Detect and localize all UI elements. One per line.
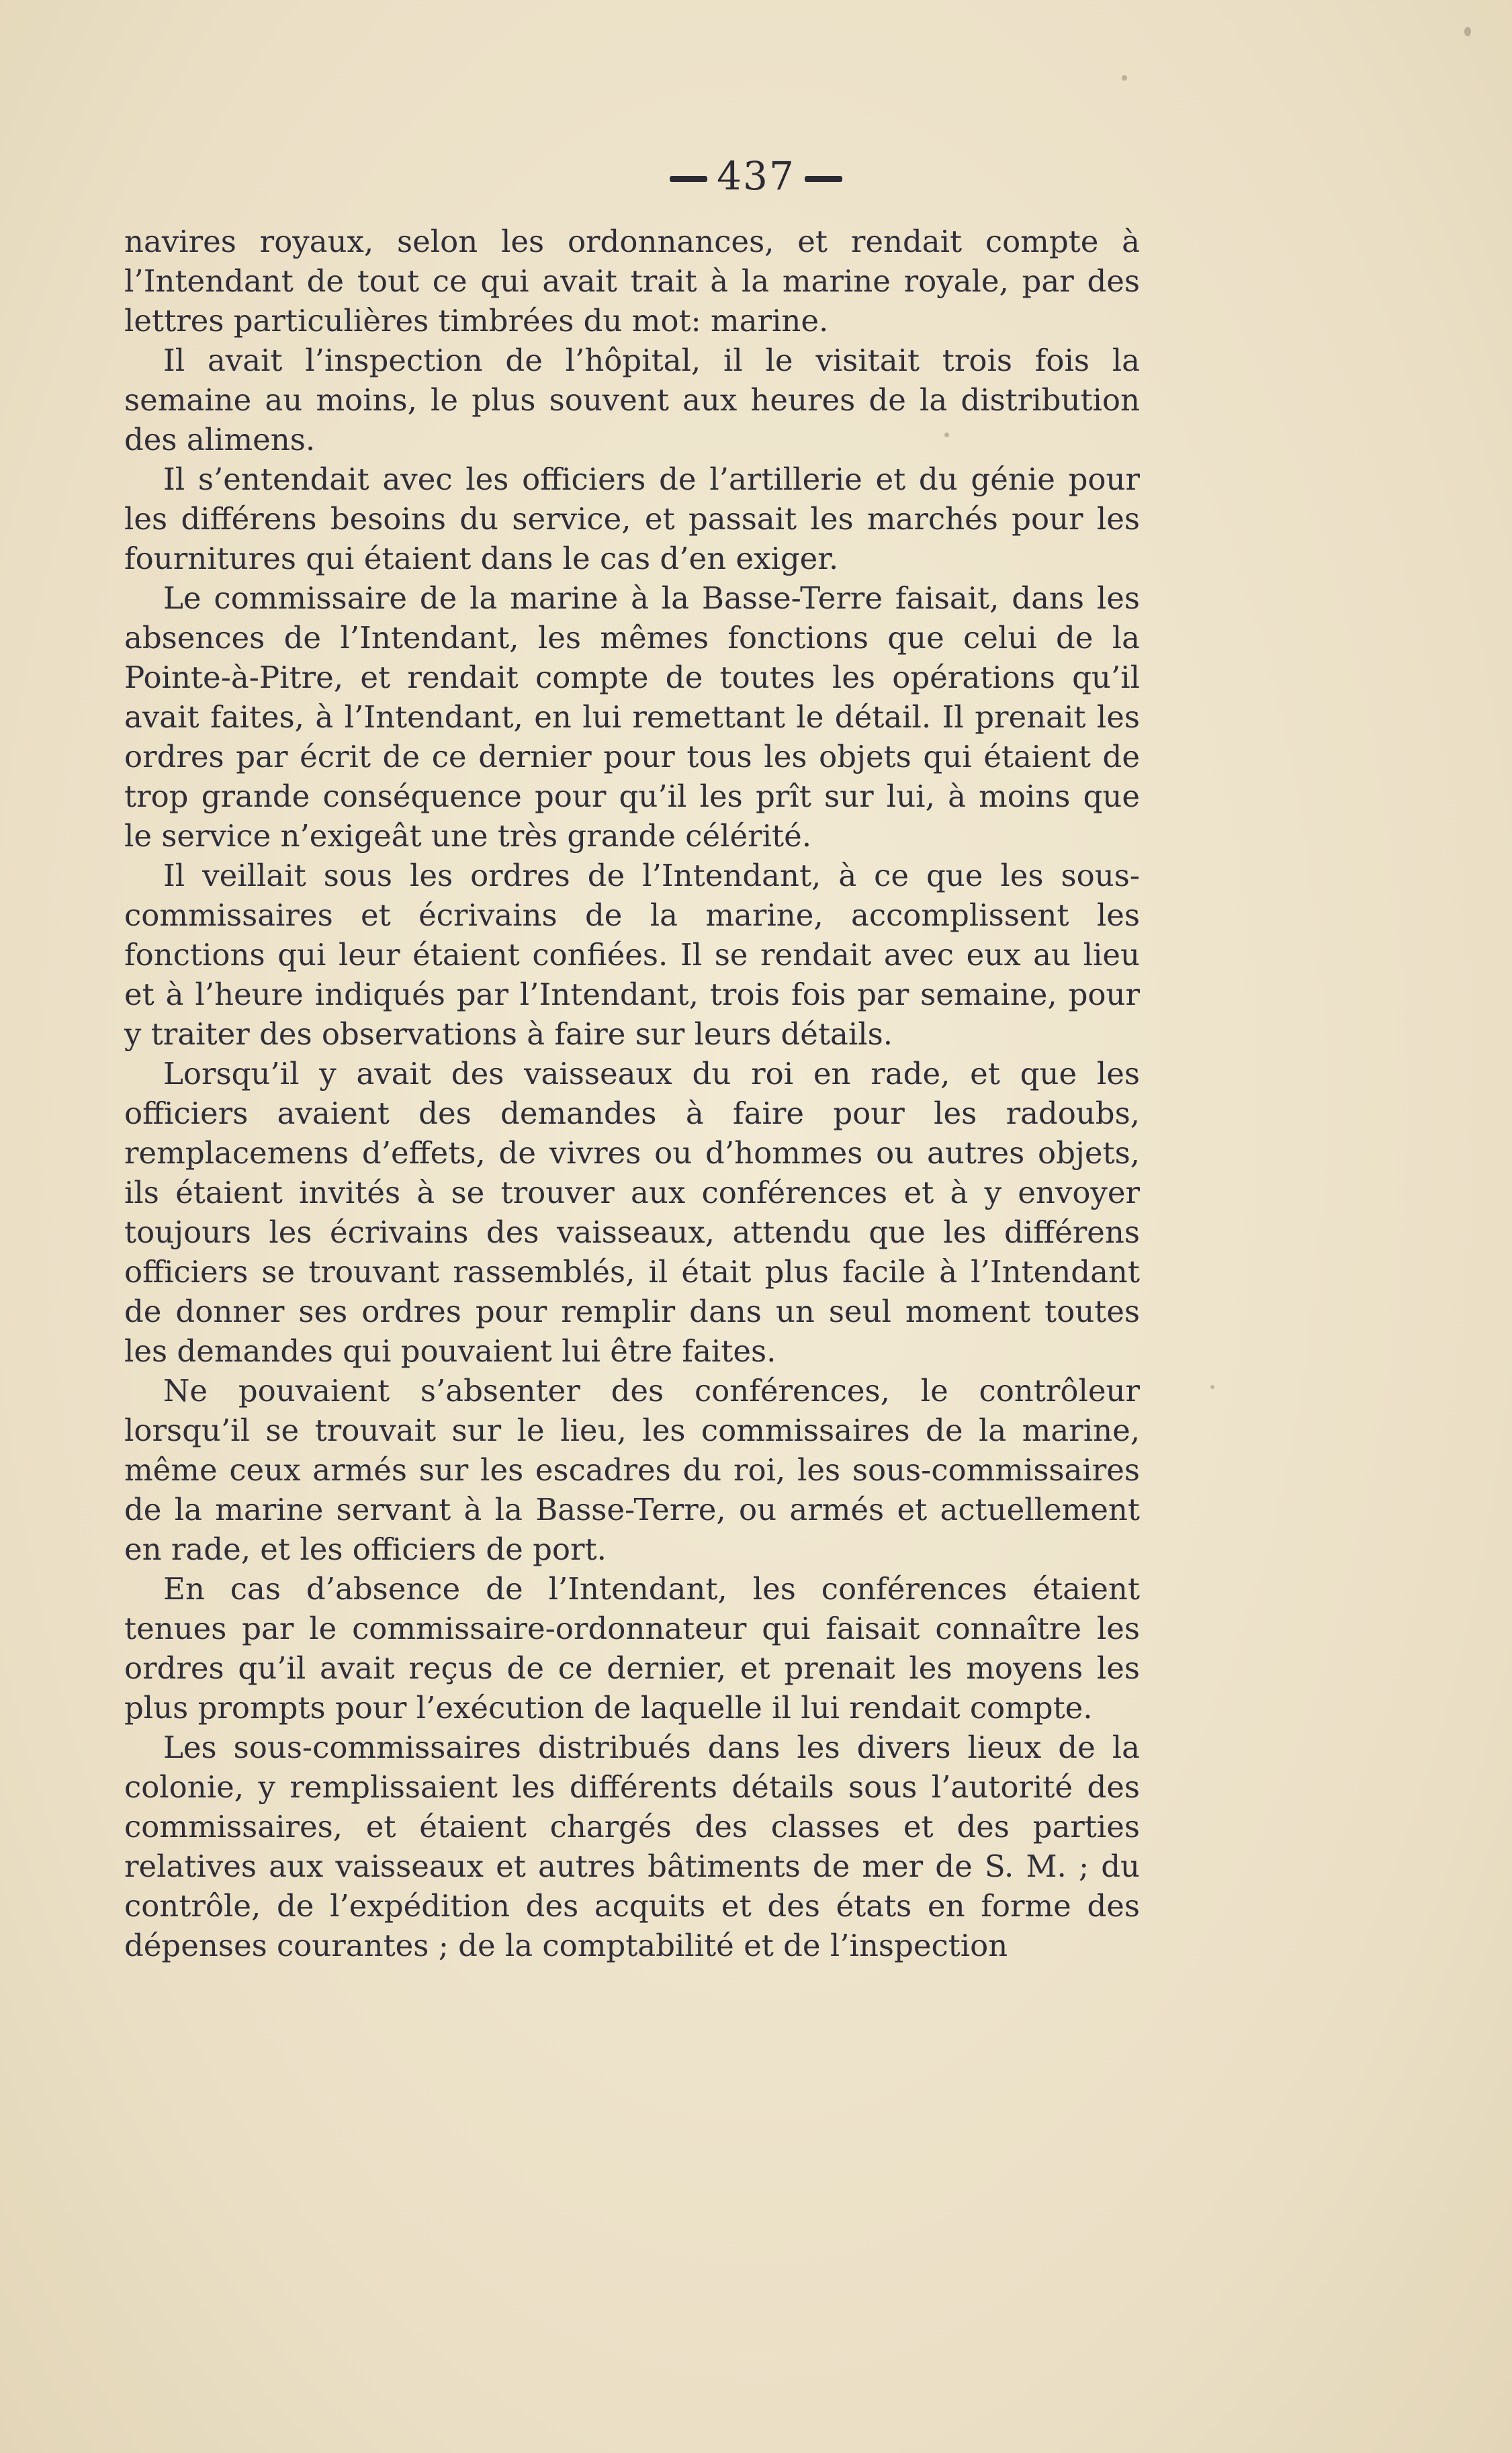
paragraph: navires royaux, selon les ordonnances, et rendait compte à l’Intendant de tout ce qui avait trait à la marine royale, par des lettres particulières timbrées du mot: marine. <box>124 224 1140 339</box>
paragraph: Il s’entendait avec les officiers de l’artillerie et du génie pour les différens besoins du service, et passait les marchés pour les fournitures qui étaient dans le cas d’en exiger. <box>124 461 1140 576</box>
paragraph: Le commissaire de la marine à la Basse-Terre faisait, dans les absences de l’Intendant, les mêmes fonctions que celui de la Pointe-à-Pitre, et rendait compte de toutes les opérations qu’il avait faites, à l’Intendant, en lui remettant le détail. Il prenait les ordres par écrit de ce dernier pour tous les objets qui étaient de trop grande conséquence pour qu’il les prît sur lui, à moins que le service n’exigeât une très grande célérité. <box>124 580 1140 854</box>
paragraph: Il avait l’inspection de l’hôpital, il le visitait trois fois la semaine au moins, le plus souvent aux heures de la distribution des alimens. <box>124 343 1140 457</box>
body-text <box>124 222 1140 1965</box>
right-dash-ornament <box>805 176 842 182</box>
paragraph: Les sous-commissaires distribués dans les divers lieux de la colonie, y remplissaient les différents détails sous l’autorité des commissaires, et étaient chargés des classes et des parties relatives aux vaisseaux et autres bâtiments de mer de S. M. ; du contrôle, de l’expédition des acquits et des états en forme des dépenses courantes ; de la comptabilité et de l’inspection <box>124 1730 1140 1963</box>
page-number <box>0 153 1512 199</box>
paragraph: Il veillait sous les ordres de l’Intendant, à ce que les sous-commissaires et écrivains de la marine, accomplissent les fonctions qui leur étaient confiées. Il se rendait avec eux au lieu et à l’heure indiqués par l’Intendant, trois fois par semaine, pour y traiter des observations à faire sur leurs détails. <box>124 858 1140 1052</box>
paper-speck <box>1210 1385 1214 1389</box>
paper-speck <box>1464 27 1471 36</box>
paragraph: Ne pouvaient s’absenter des conférences, le contrôleur lorsqu’il se trouvait sur le lieu, les commissaires de la marine, même ceux armés sur les escadres du roi, les sous-commissaires de la marine servant à la Basse-Terre, ou armés et actuellement en rade, et les officiers de port. <box>124 1373 1140 1567</box>
paragraph: En cas d’absence de l’Intendant, les conférences étaient tenues par le commissaire-ordonnateur qui faisait connaître les ordres qu’il avait reçus de ce dernier, et prenait les moyens les plus prompts pour l’exécution de laquelle il lui rendait compte. <box>124 1571 1140 1726</box>
page-number-value: 437 <box>717 153 795 199</box>
paper-speck <box>1122 75 1127 81</box>
paper-speck <box>944 433 949 437</box>
left-dash-ornament <box>670 176 707 182</box>
paragraph: Lorsqu’il y avait des vaisseaux du roi en rade, et que les officiers avaient des demandes à faire pour les radoubs, remplacemens d’effets, de vivres ou d’hommes ou autres objets, ils étaient invités à se trouver aux conférences et à y envoyer toujours les écrivains des vaisseaux, attendu que les différens officiers se trouvant rassemblés, il était plus facile à l’Intendant de donner ses ordres pour remplir dans un seul moment toutes les demandes qui pouvaient lui être faites. <box>124 1056 1140 1369</box>
